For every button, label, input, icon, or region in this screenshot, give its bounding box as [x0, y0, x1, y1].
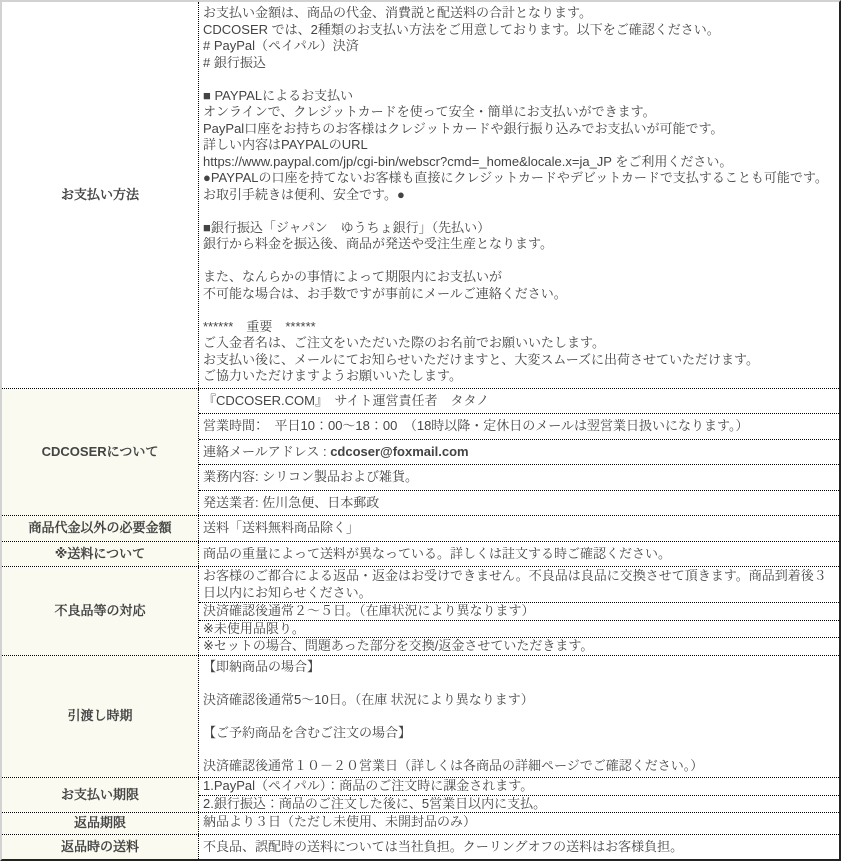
table-row: [2, 541, 839, 567]
row-header-label: 不良品等の対応: [54, 602, 146, 618]
content-column: [199, 813, 839, 834]
text-line: 決済確認後通常5～10日。（在庫 状況により異なります）: [203, 691, 534, 707]
text-line: CDCOSER では、2種類のお支払い方法をご用意しております。以下をご確認ください。: [203, 21, 720, 37]
text-line: 【ご予約商品を含むご注文の場合】: [203, 724, 412, 740]
row-header-label: お支払い期限: [60, 786, 139, 802]
blank-line: [203, 675, 836, 692]
content-column: [199, 516, 839, 541]
text-line: # 銀行振込: [203, 54, 266, 70]
row-header-label: CDCOSERについて: [41, 443, 159, 459]
text-line: ※未使用品限り。: [203, 620, 305, 636]
text-line: 1.PayPal（ペイパル）：商品のご注文時に課金されます。: [203, 778, 534, 793]
content-column: [199, 389, 839, 516]
blank-line: [203, 741, 836, 758]
text-line: 営業時間： 平日10：00～18：00 （18時以降・定休日のメールは翌営業日扱いになります。）: [203, 418, 749, 433]
row-header-label: 返品期限: [73, 815, 126, 830]
blank-line: [203, 302, 836, 319]
text-line: ご協力いただけますようお願いいたします。: [203, 368, 462, 383]
table-row: [2, 812, 839, 834]
text-line: 『CDCOSER.COM』 サイト運営責任者 タタノ: [203, 392, 490, 408]
row-header: [2, 813, 199, 834]
text-line: ●PAYPALの口座を持てないお客様も直接にクレジットカードやデビットカードで支払することも可能です。: [203, 170, 828, 185]
text-line: 商品の重量によって送料が異なっている。詳しくは註文する時ご確認ください。: [203, 545, 672, 561]
text-line: 不可能な場合は、お手数ですが事前にメールご連絡ください。: [203, 285, 567, 301]
content-cell: [199, 439, 839, 465]
content-cell: [199, 2, 839, 388]
text-line: [203, 444, 836, 461]
content-cell: [199, 778, 839, 795]
row-header: [2, 542, 199, 567]
content-column: [199, 2, 839, 388]
content-column: [199, 656, 839, 778]
text-line: オンラインで、クレジットカードを使って安全・簡単にお支払いができます。: [203, 104, 656, 119]
text-line: お取引手続きは便利、安全です。●: [203, 186, 405, 202]
row-header: [2, 2, 199, 388]
content-column: [199, 778, 839, 812]
text-line: 決済確認後通常２～５日。（在庫状況により異なります）: [203, 603, 535, 618]
text-line: ■銀行振込「ジャパン ゆうちょ銀行」（先払い）: [203, 219, 491, 235]
content-cell: [199, 637, 839, 655]
row-header: [2, 656, 199, 778]
text-line: ※セットの場合、問題あった部分を交換/返金させていただきます。: [203, 638, 594, 653]
text-line: お客様のご都合による返品・返金はお受けできません。不良品は良品に交換させて頂きます。商品到着後３日以内にお知らせください。: [203, 568, 827, 600]
table-row: [2, 2, 839, 388]
text-line: PayPal口座をお持ちのお客様はクレジットカードや銀行振り込みでお支払いが可能です。: [203, 120, 724, 136]
text-line: お支払い後に、メールにてお知らせいただけますと、大変スムーズに出荷させていただけます。: [203, 351, 760, 367]
content-cell: [199, 835, 839, 860]
content-cell: [199, 413, 839, 439]
text-line: https://www.paypal.com/jp/cgi-bin/webscr?cmd=_home&locale.x=ja_JP をご利用ください。: [203, 153, 733, 169]
content-cell: [199, 389, 839, 414]
table-row: [2, 388, 839, 516]
content-column: [199, 835, 839, 860]
table-row: [2, 777, 839, 812]
row-header: [2, 389, 199, 516]
table-row: [2, 515, 839, 541]
text-line: 銀行から料金を振込後、商品が発送や受注生産となります。: [203, 236, 553, 251]
text-line: 不良品、誤配時の送料については当社負担。クーリングオフの送料はお客様負担。: [203, 838, 684, 854]
row-header-label: ※送料について: [54, 545, 146, 561]
row-header: [2, 835, 199, 860]
content-column: [199, 567, 839, 655]
content-cell: [199, 567, 839, 602]
content-column: [199, 542, 839, 567]
row-header: [2, 778, 199, 812]
row-header-label: 商品代金以外の必要金額: [28, 520, 172, 535]
text-line: 【即納商品の場合】: [203, 658, 321, 674]
blank-line: [203, 253, 836, 270]
label-text: 連絡メールアドレス :: [203, 443, 331, 459]
text-line: # PayPal（ペイパル）決済: [203, 38, 359, 53]
text-line: 決済確認後通常１０－２０営業日（詳しくは各商品の詳細ページでご確認ください。）: [203, 757, 704, 773]
content-cell: [199, 516, 839, 541]
text-line: 2.銀行振込：商品のご注文した後に、5営業日以内に支払。: [203, 795, 547, 811]
text-line: ご入金者名は、ご注文をいただいた際のお名前でお願いいたします。: [203, 335, 605, 350]
table-row: [2, 655, 839, 778]
text-line: ****** 重要 ******: [203, 318, 316, 334]
content-cell: [199, 490, 839, 516]
row-header-label: 引渡し時期: [67, 708, 133, 723]
text-line: 納品より３日（ただし未使用、未開封品のみ）: [203, 814, 477, 829]
text-line: 発送業者: 佐川急便、日本郵政: [203, 494, 380, 510]
row-header-label: 返品時の送料: [60, 838, 139, 854]
text-line: ■ PAYPALによるお支払い: [203, 87, 354, 103]
content-cell: [199, 542, 839, 567]
content-cell: [199, 620, 839, 638]
table-row: [2, 566, 839, 655]
text-line: 送料「送料無料商品除く」: [203, 520, 360, 535]
text-line: また、なんらかの事情によって期限内にお支払いが: [203, 269, 503, 284]
blank-line: [203, 203, 836, 220]
row-header-label: お支払い方法: [60, 186, 139, 202]
blank-line: [203, 71, 836, 88]
content-cell: [199, 602, 839, 620]
content-cell: [199, 656, 839, 778]
content-cell: [199, 795, 839, 813]
content-cell: [199, 813, 839, 834]
text-line: お支払い金額は、商品の代金、消費説と配送料の合計となります。: [203, 5, 592, 20]
blank-line: [203, 708, 836, 725]
content-cell: [199, 464, 839, 490]
table-row: [2, 834, 839, 860]
text-line: 業務内容: シリコン製品および雑貨。: [203, 469, 418, 484]
row-header: [2, 567, 199, 655]
email-text: cdcoser@foxmail.com: [330, 443, 469, 459]
text-line: 詳しい内容はPAYPALのURL: [203, 137, 368, 152]
row-header: [2, 516, 199, 541]
